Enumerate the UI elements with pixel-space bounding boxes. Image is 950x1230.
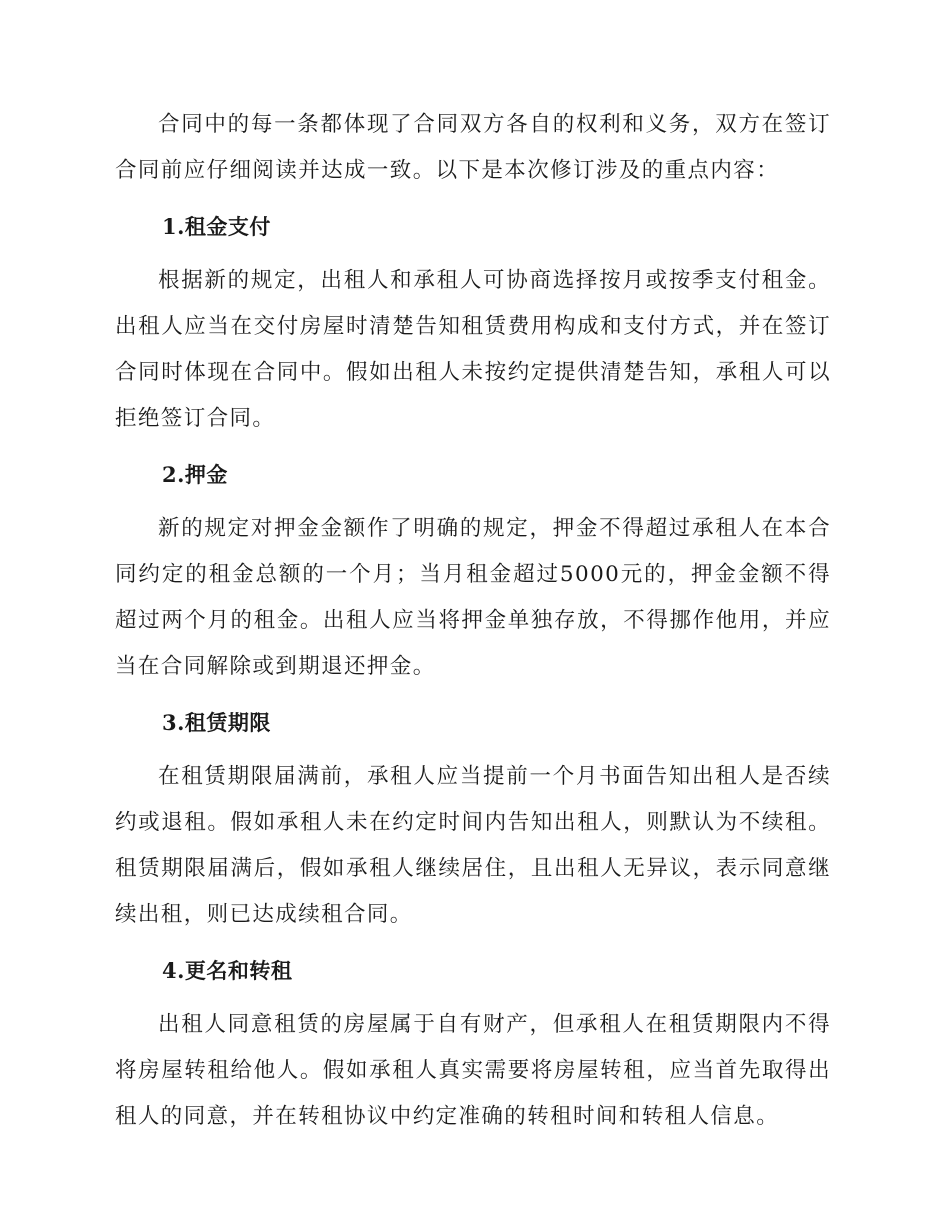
section-paragraph: 出租人同意租赁的房屋属于自有财产，但承租人在租赁期限内不得将房屋转租给他人。假如承租人真实需要将房屋转租，应当首先取得出租人的同意，并在转租协议中约定准确的转租时间和转租人信息。 (115, 1012, 831, 1129)
section-lease-term (115, 700, 831, 938)
section-heading: 3.租赁期限 (162, 710, 271, 735)
section-heading: 4.更名和转租 (162, 958, 293, 983)
section-rent-payment (115, 204, 831, 442)
section-heading: 1.租金支付 (162, 214, 271, 239)
intro-paragraph: 合同中的每一条都体现了合同双方各自的权利和义务，双方在签订合同前应仔细阅读并达成一致。以下是本次修订涉及的重点内容： (115, 112, 831, 183)
section-rename-sublet (115, 948, 831, 1140)
section-paragraph: 根据新的规定，出租人和承租人可协商选择按月或按季支付租金。出租人应当在交付房屋时清楚告知租赁费用构成和支付方式，并在签订合同时体现在合同中。假如出租人未按约定提供清楚告知，承租人可以拒绝签订合同。 (115, 268, 831, 431)
section-deposit (115, 452, 831, 690)
document-page (115, 102, 831, 1140)
section-heading: 2.押金 (162, 462, 228, 487)
section-paragraph: 在租赁期限届满前，承租人应当提前一个月书面告知出租人是否续约或退租。假如承租人未在约定时间内告知出租人，则默认为不续租。租赁期限届满后，假如承租人继续居住，且出租人无异议，表示同意继续出租，则已达成续租合同。 (115, 764, 831, 927)
section-paragraph: 新的规定对押金金额作了明确的规定，押金不得超过承租人在本合同约定的租金总额的一个月；当月租金超过5000元的，押金金额不得超过两个月的租金。出租人应当将押金单独存放，不得挪作他用，并应当在合同解除或到期退还押金。 (115, 516, 831, 679)
